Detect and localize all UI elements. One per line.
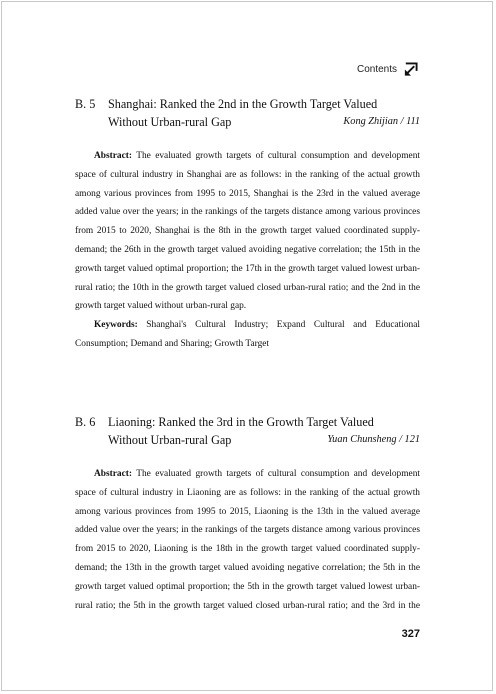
section-title[interactable] (75, 413, 420, 431)
section-number: B. 6 (75, 415, 96, 429)
keywords-label: Keywords: (94, 320, 138, 331)
section-b6 (75, 413, 420, 615)
abstract-label: Abstract: (94, 469, 133, 479)
keywords-text: Shanghai's Cultural Industry; Expand Cultural and Educational Consumption; Demand and Sharing; Growth Target (75, 320, 421, 349)
section-title[interactable] (75, 95, 420, 113)
return-arrow-icon[interactable] (403, 62, 418, 77)
section-subtitle-row (75, 113, 420, 131)
section-subtitle: Without Urban-rural Gap (108, 115, 232, 129)
section-title-text: Shanghai: Ranked the 2nd in the Growth Target Valued (108, 97, 378, 111)
section-author-page: Kong Zhijian / 111 (343, 116, 420, 127)
section-b5 (75, 95, 420, 354)
section-subtitle: Without Urban-rural Gap (108, 433, 232, 447)
contents-header[interactable] (357, 62, 418, 77)
section-author-page: Yuan Chunsheng / 121 (327, 434, 420, 445)
abstract-text: The evaluated growth targets of cultural consumption and development space of cultural industry in Shanghai are as follows: in the ranking of the actual growth among various provinces from 1995 to 2015, Shanghai is the 23rd in the valued average added value over the years; in the rankings of the targets distance among various provinces from 2015 to 2020, Shanghai is the 8th in the growth target valued coordinated supply-demand; the 26th in the growth target valued avoiding negative correlation; the 15th in the growth target valued optimal proportion; the 17th in the growth target valued lowest urban-rural ratio; the 10th in the growth target valued closed urban-rural ratio; and the 2nd in the growth target valued without urban-rural gap. (75, 151, 420, 312)
abstract-paragraph (75, 465, 420, 615)
abstract-label: Abstract: (94, 151, 133, 161)
page-number: 327 (401, 628, 420, 640)
abstract-text: The evaluated growth targets of cultural consumption and development space of cultural industry in Liaoning are as follows: in the ranking of the actual growth among various provinces from 1995 to 2015, Liaoning is the 13th in the valued average added value over the years; in the rankings of the targets distance among various provinces from 2015 to 2020, Liaoning is the 18th in the growth target valued coordinated supply-demand; the 13th in the growth target valued avoiding negative correlation; the 5th in the growth target valued optimal proportion; the 5th in the growth target valued lowest urban-rural ratio; the 5th in the growth target valued closed urban-rural ratio; and the 3rd in the (75, 469, 420, 611)
abstract-paragraph (75, 147, 420, 316)
section-subtitle-row (75, 431, 420, 449)
keywords-paragraph (75, 316, 420, 354)
section-number: B. 5 (75, 97, 96, 111)
contents-label: Contents (356, 64, 397, 75)
section-title-text: Liaoning: Ranked the 3rd in the Growth Target Valued (108, 415, 374, 429)
